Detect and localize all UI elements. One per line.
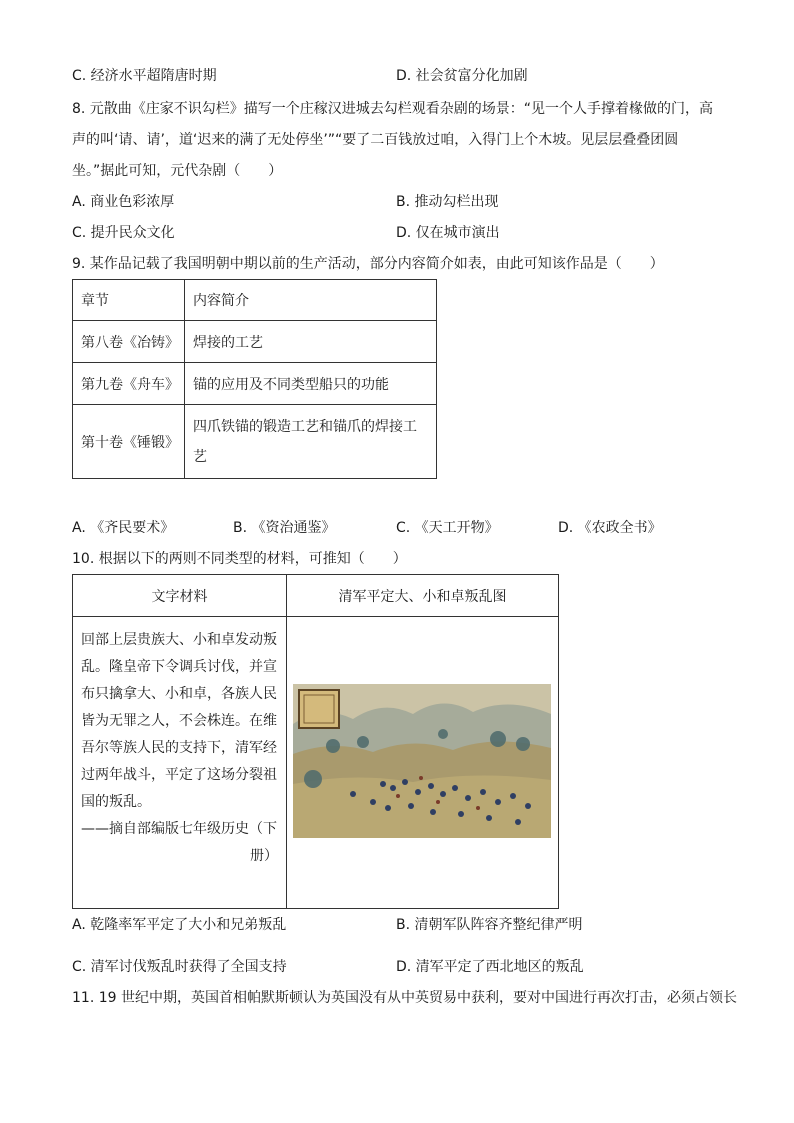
q10-option-c: C. 清军讨伐叛乱时获得了全国支持 — [72, 959, 287, 975]
battle-painting-svg — [293, 684, 551, 838]
table-cell: 焊接的工艺 — [185, 321, 437, 363]
table-cell: 第八卷《冶铸》 — [73, 321, 185, 363]
table-cell: 第十卷《锤锻》 — [73, 405, 185, 479]
q8-option-d: D. 仅在城市演出 — [396, 225, 500, 241]
table-cell: 锚的应用及不同类型船只的功能 — [185, 363, 437, 405]
table-header-picture: 清军平定大、小和卓叛乱图 — [287, 575, 559, 617]
table-row — [73, 280, 437, 321]
text-line: 乱。隆皇帝下令调兵讨伐，并宣 — [81, 659, 277, 675]
cell-text-line1: 四爪铁锚的锻造工艺和锚爪的焊接工 — [193, 418, 417, 435]
text-line: 过两年战斗，平定了这场分裂祖 — [81, 767, 277, 783]
table-cell — [185, 405, 437, 479]
q8-option-c: C. 提升民众文化 — [72, 225, 175, 241]
q9-option-b: B. 《资治通鉴》 — [233, 520, 336, 536]
q10-option-a: A. 乾隆率军平定了大小和兄弟叛乱 — [72, 917, 287, 933]
q8-stem-line3: 坐。”据此可知，元代杂剧（ ） — [72, 163, 283, 179]
table-header-chapter: 章节 — [73, 280, 185, 321]
text-line: 回部上层贵族大、小和卓发动叛 — [81, 632, 277, 648]
table-row — [73, 405, 437, 479]
text-line: 国的叛乱。 — [81, 794, 151, 810]
q8-stem-line2: 声的叫‘请、请’，道‘迟来的满了无处停坐’”“要了二百钱放过咱，入得门上个木坡。见层层叠叠团圆 — [72, 132, 679, 148]
text-line: 吾尔等族人民的支持下，清军经 — [81, 740, 277, 756]
q8-option-a: A. 商业色彩浓厚 — [72, 194, 175, 210]
q7-option-d: D. 社会贫富分化加剧 — [396, 68, 528, 84]
q8-stem-line1: 8. 元散曲《庄家不识勾栏》描写一个庄稼汉进城去勾栏观看杂剧的场景：“见一个人手撑着椽做的门，高 — [72, 101, 714, 117]
q10-option-b: B. 清朝军队阵容齐整纪律严明 — [396, 917, 583, 933]
cell-text-line2: 艺 — [193, 448, 207, 465]
source-line: ——摘自部编版七年级历史（下 — [81, 821, 277, 837]
table-row — [73, 363, 437, 405]
source-line-end: 册） — [250, 848, 278, 864]
q9-option-a: A. 《齐民要术》 — [72, 520, 175, 536]
text-material-cell — [73, 617, 287, 909]
table-row — [73, 321, 437, 363]
q9-option-d: D. 《农政全书》 — [558, 520, 662, 536]
q8-option-b: B. 推动勾栏出现 — [396, 194, 499, 210]
text-line: 皆为无罪之人，不会株连。在维 — [81, 713, 277, 729]
q7-option-c: C. 经济水平超隋唐时期 — [72, 68, 217, 84]
q9-option-c: C. 《天工开物》 — [396, 520, 499, 536]
q10-stem: 10. 根据以下的两则不同类型的材料，可推知（ ） — [72, 551, 407, 567]
q10-option-d: D. 清军平定了西北地区的叛乱 — [396, 959, 584, 975]
q9-table — [72, 279, 437, 479]
text-line: 布只擒拿大、小和卓，各族人民 — [81, 686, 277, 702]
q9-stem: 9. 某作品记载了我国明朝中期以前的生产活动，部分内容简介如表，由此可知该作品是（ ） — [72, 256, 664, 272]
table-header-summary: 内容简介 — [185, 280, 437, 321]
table-header-text-material: 文字材料 — [73, 575, 287, 617]
q11-stem: 11. 19 世纪中期，英国首相帕默斯顿认为英国没有从中英贸易中获利，要对中国进行再次打击，必须占领长 — [72, 990, 737, 1006]
table-cell: 第九卷《舟车》 — [73, 363, 185, 405]
table-row — [73, 575, 559, 617]
battle-painting-image — [293, 684, 551, 838]
